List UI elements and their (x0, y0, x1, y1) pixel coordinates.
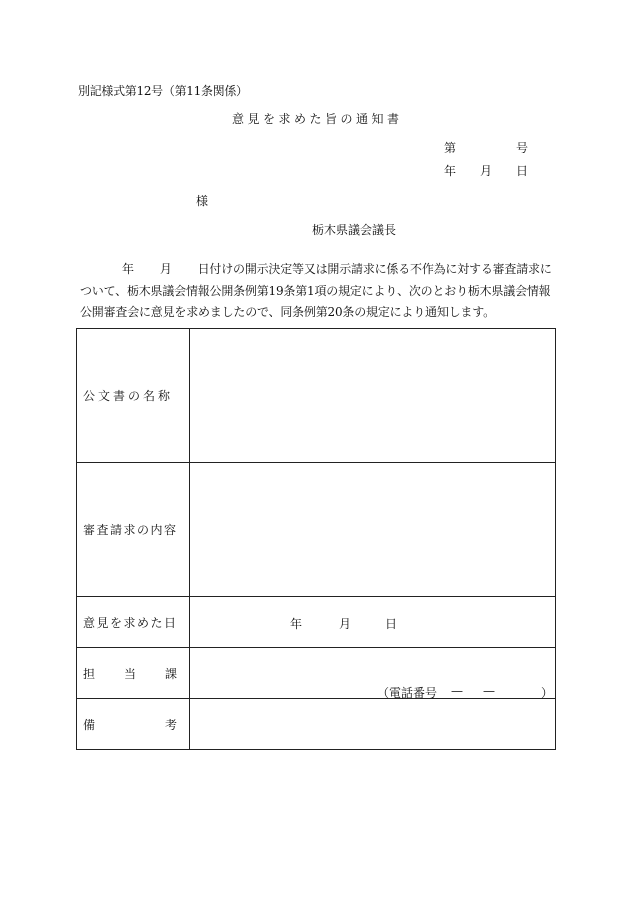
table-row (77, 699, 556, 750)
department-field[interactable] (190, 648, 556, 699)
request-content-label: 審査請求の内容 (77, 463, 190, 597)
doc-date-day: 日 (516, 164, 529, 178)
body-line-2: ついて、栃木県議会情報公開条例第19条第1項の規定により、次のとおり栃木県議会情報 (80, 283, 551, 298)
phone-dash-1: — (451, 684, 463, 698)
body-line-1 (80, 259, 558, 281)
document-title: 意見を求めた旨の通知書 (232, 112, 403, 126)
recipient-honorific: 様 (196, 194, 209, 208)
body-date-year: 年 (122, 262, 134, 276)
opinion-date-day: 日 (385, 617, 398, 631)
opinion-date-month: 月 (339, 617, 352, 631)
table-row (77, 463, 556, 597)
remarks-label (77, 699, 190, 750)
body-line-1-text: 日付けの開示決定等又は開示請求に係る不作為に対する審査請求に (197, 262, 552, 276)
body-date-month: 月 (159, 262, 172, 276)
sender-name: 栃木県議会議長 (312, 223, 397, 237)
opinion-date (190, 615, 555, 629)
department-label (77, 648, 190, 699)
table-row (77, 597, 556, 648)
remarks-label-char-1: 備 (83, 717, 96, 732)
table-row (77, 329, 556, 463)
document-name-label: 公文書の名称 (77, 329, 190, 463)
doc-number-suffix: 号 (516, 141, 529, 155)
document-name-field[interactable] (190, 329, 556, 463)
department-label-char-2: 当 (123, 666, 136, 681)
form-id: 別記様式第12号（第11条関係） (78, 84, 248, 98)
remarks-label-char-2: 考 (164, 717, 177, 732)
body-paragraph (80, 259, 558, 324)
request-content-field[interactable] (190, 463, 556, 597)
remarks-field[interactable] (190, 699, 556, 750)
opinion-date-label: 意見を求めた日 (77, 597, 190, 648)
table-row (77, 648, 556, 699)
phone-dash-2: — (483, 684, 495, 698)
department-label-char-3: 課 (164, 666, 177, 681)
opinion-date-year: 年 (290, 617, 303, 631)
phone-open: （電話番号 (377, 686, 438, 700)
doc-date-month: 月 (480, 164, 493, 178)
department-label-char-1: 担 (83, 666, 96, 681)
doc-number-prefix: 第 (444, 141, 457, 155)
opinion-date-field[interactable] (190, 597, 556, 648)
notice-form-table (76, 328, 556, 750)
doc-date-year: 年 (444, 164, 457, 178)
body-line-3: 公開審査会に意見を求めましたので、同条例第20条の規定により通知します。 (80, 305, 495, 319)
phone-close: ） (541, 686, 554, 700)
